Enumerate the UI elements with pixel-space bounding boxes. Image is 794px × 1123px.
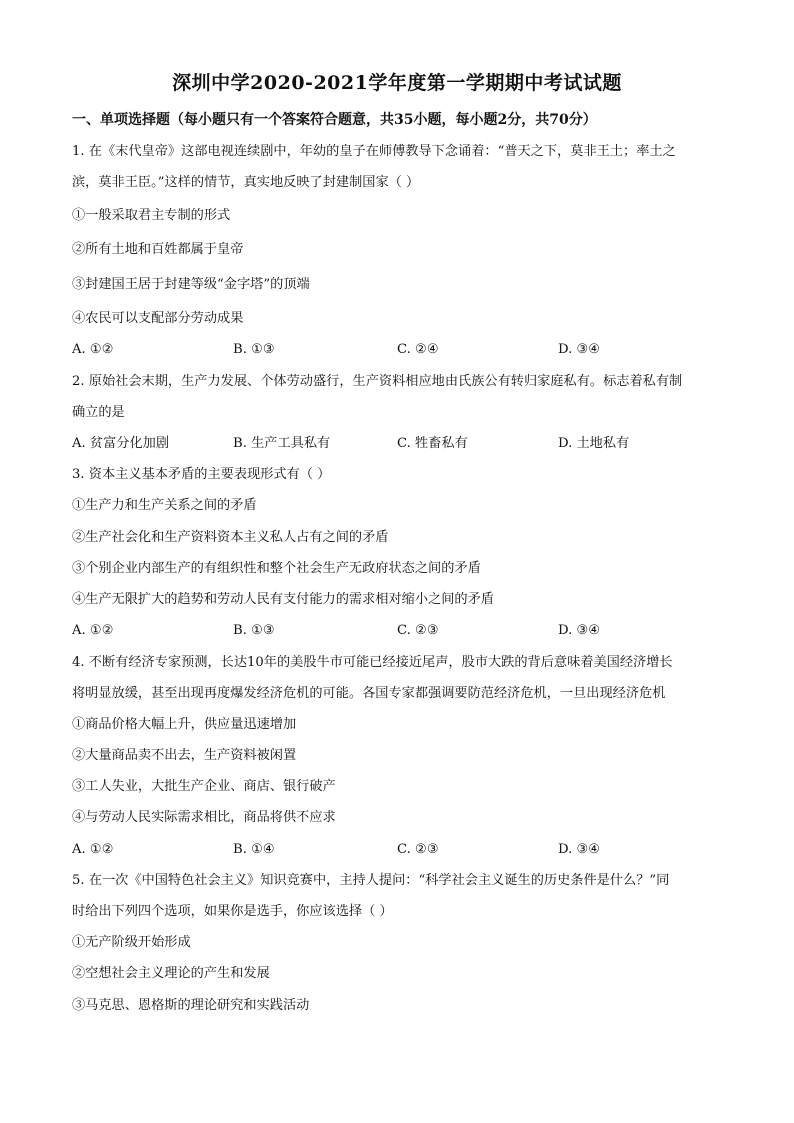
q4-stem-line-2: 将明显放缓，甚至出现再度爆发经济危机的可能。各国专家都强调要防范经济危机，一旦出现经济危机 — [72, 686, 666, 701]
exam-title: 深圳中学2020-2021学年度第一学期期中考试试题 — [172, 72, 622, 94]
q3-option-c[interactable]: C. ②③ — [397, 623, 439, 638]
q2-stem-line-1: 2. 原始社会末期，生产力发展、个体劳动盛行，生产资料相应地由氏族公有转归家庭私有。标志着私有制 — [72, 374, 683, 389]
q5-item-2: ②空想社会主义理论的产生和发展 — [72, 966, 270, 981]
q1-stem-line-2: 滨，莫非王臣。”这样的情节，真实地反映了封建制国家（ ） — [72, 175, 420, 190]
q1-option-d[interactable]: D. ③④ — [558, 342, 601, 357]
q4-option-c[interactable]: C. ②③ — [397, 842, 439, 857]
q2-option-b[interactable]: B. 生产工具私有 — [233, 436, 331, 451]
q5-stem-line-2: 时给出下列四个选项，如果你是选手，你应该选择（ ） — [72, 904, 393, 919]
q1-item-4: ④农民可以支配部分劳动成果 — [72, 311, 244, 326]
q3-option-a[interactable]: A. ①② — [72, 623, 114, 638]
q1-option-b[interactable]: B. ①③ — [233, 342, 275, 357]
q5-item-1: ①无产阶级开始形成 — [72, 935, 191, 950]
q4-item-4: ④与劳动人民实际需求相比，商品将供不应求 — [72, 810, 336, 825]
q3-item-1: ①生产力和生产关系之间的矛盾 — [72, 498, 257, 513]
section-heading: 一、单项选择题（每小题只有一个答案符合题意，共35小题，每小题2分，共70分） — [72, 112, 597, 128]
q4-stem-line-1: 4. 不断有经济专家预测，长达10年的美股牛市可能已经接近尾声，股市大跌的背后意味着美国经济增长 — [72, 655, 673, 670]
q4-item-3: ③工人失业，大批生产企业、商店、银行破产 — [72, 779, 336, 794]
q1-item-2: ②所有土地和百姓都属于皇帝 — [72, 242, 244, 257]
q2-option-c[interactable]: C. 牲畜私有 — [397, 436, 468, 451]
q3-item-3: ③个别企业内部生产的有组织性和整个社会生产无政府状态之间的矛盾 — [72, 561, 481, 576]
q4-option-b[interactable]: B. ①④ — [233, 842, 275, 857]
q1-stem-line-1: 1. 在《末代皇帝》这部电视连续剧中，年幼的皇子在师傅教导下念诵着：“普天之下，莫非王土；率土之 — [72, 144, 676, 159]
q4-option-d[interactable]: D. ③④ — [558, 842, 601, 857]
q5-item-3: ③马克思、恩格斯的理论研究和实践活动 — [72, 998, 310, 1013]
q1-item-3: ③封建国王居于封建等级“金字塔”的顶端 — [72, 277, 310, 292]
q3-item-4: ④生产无限扩大的趋势和劳动人民有支付能力的需求相对缩小之间的矛盾 — [72, 592, 494, 607]
q1-option-a[interactable]: A. ①② — [72, 342, 114, 357]
q5-stem-line-1: 5. 在一次《中国特色社会主义》知识竞赛中，主持人提问：“科学社会主义诞生的历史条件是什么？”同 — [72, 873, 670, 888]
q2-option-d[interactable]: D. 土地私有 — [558, 436, 630, 451]
q4-item-2: ②大量商品卖不出去，生产资料被闲置 — [72, 748, 297, 763]
q3-option-d[interactable]: D. ③④ — [558, 623, 601, 638]
q1-item-1: ①一般采取君主专制的形式 — [72, 208, 231, 223]
q4-item-1: ①商品价格大幅上升，供应量迅速增加 — [72, 717, 297, 732]
q1-option-c[interactable]: C. ②④ — [397, 342, 439, 357]
q4-option-a[interactable]: A. ①② — [72, 842, 114, 857]
q3-item-2: ②生产社会化和生产资料资本主义私人占有之间的矛盾 — [72, 530, 389, 545]
q3-option-b[interactable]: B. ①③ — [233, 623, 275, 638]
q2-stem-line-2: 确立的是 — [72, 405, 125, 420]
q2-option-a[interactable]: A. 贫富分化加剧 — [72, 436, 170, 451]
q3-stem-line-1: 3. 资本主义基本矛盾的主要表现形式有（ ） — [72, 467, 331, 482]
